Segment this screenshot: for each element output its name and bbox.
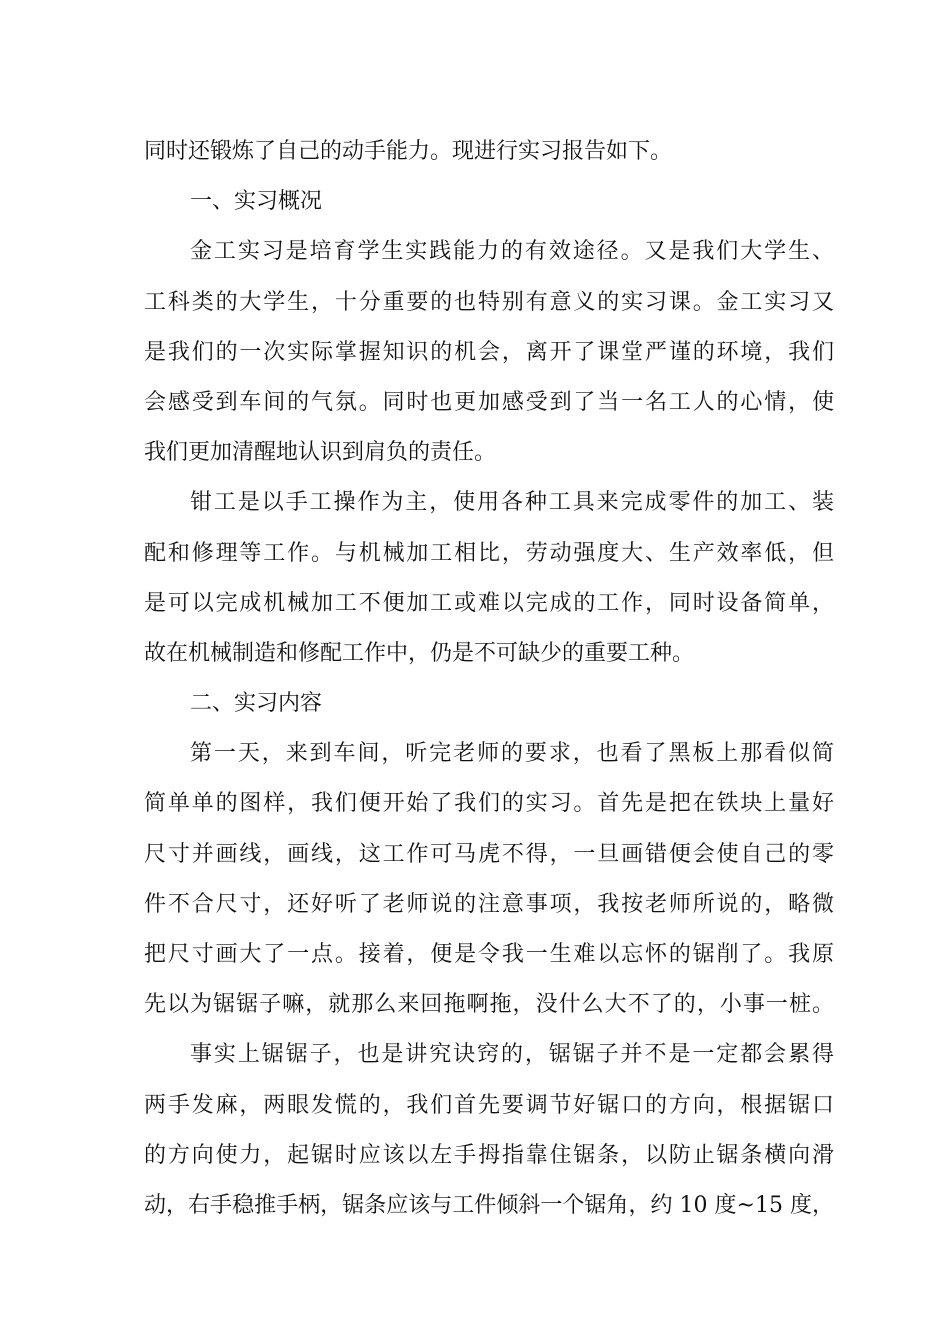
text-line: 我们更加清醒地认识到肩负的责任。	[144, 440, 497, 466]
text-line: 的方向使力，起锯时应该以左手拇指靠住锯条，以防止锯条横向滑	[144, 1142, 834, 1168]
text-line: 二、实习内容	[190, 691, 323, 717]
text-line: 两手发麻，两眼发慌的，我们首先要调节好锯口的方向，根据锯口	[144, 1092, 834, 1118]
text-line: 是可以完成机械加工不便加工或难以完成的工作，同时设备简单，	[144, 590, 834, 616]
text-line: 故在机械制造和修配工作中，仍是不可缺少的重要工种。	[144, 640, 695, 666]
text-line: 把尺寸画大了一点。接着，便是令我一生难以忘怀的锯削了。我原	[144, 942, 834, 967]
text-line: 先以为锯锯子嘛，就那么来回拖啊拖，没什么大不了的，小事一桩。	[144, 992, 834, 1018]
text-line: 是我们的一次实际掌握知识的机会，离开了课堂严谨的环境，我们	[144, 339, 834, 365]
text-line: 金工实习是培育学生实践能力的有效途径。又是我们大学生、	[190, 239, 834, 265]
text-line: 件不合尺寸，还好听了老师说的注意事项，我按老师所说的，略微	[144, 891, 834, 917]
text-line: 会感受到车间的气氛。同时也更加感受到了当一名工人的心情，使	[144, 389, 834, 415]
text-line: 一、实习概况	[190, 189, 323, 215]
text-line: 简单单的图样，我们便开始了我们的实习。首先是把在铁块上量好	[144, 791, 834, 817]
text-line: 事实上锯锯子，也是讲究诀窍的，锯锯子并不是一定都会累得	[190, 1042, 834, 1068]
text-line: 动，右手稳推手柄，锯条应该与工件倾斜一个锯角，约 10 度~15 度，	[144, 1192, 834, 1218]
text-line: 工科类的大学生，十分重要的也特别有意义的实习课。金工实习又	[144, 289, 834, 315]
text-line: 钳工是以手工操作为主，使用各种工具来完成零件的加工、装	[190, 490, 834, 516]
document-body	[144, 127, 834, 1231]
text-line: 同时还锻炼了自己的动手能力。现进行实习报告如下。	[144, 139, 673, 164]
text-line: 第一天，来到车间，听完老师的要求，也看了黑板上那看似简	[190, 741, 834, 767]
text-line: 配和修理等工作。与机械加工相比，劳动强度大、生产效率低，但	[144, 540, 834, 566]
text-line: 尺寸并画线，画线，这工作可马虎不得，一旦画错便会使自己的零	[144, 841, 834, 867]
